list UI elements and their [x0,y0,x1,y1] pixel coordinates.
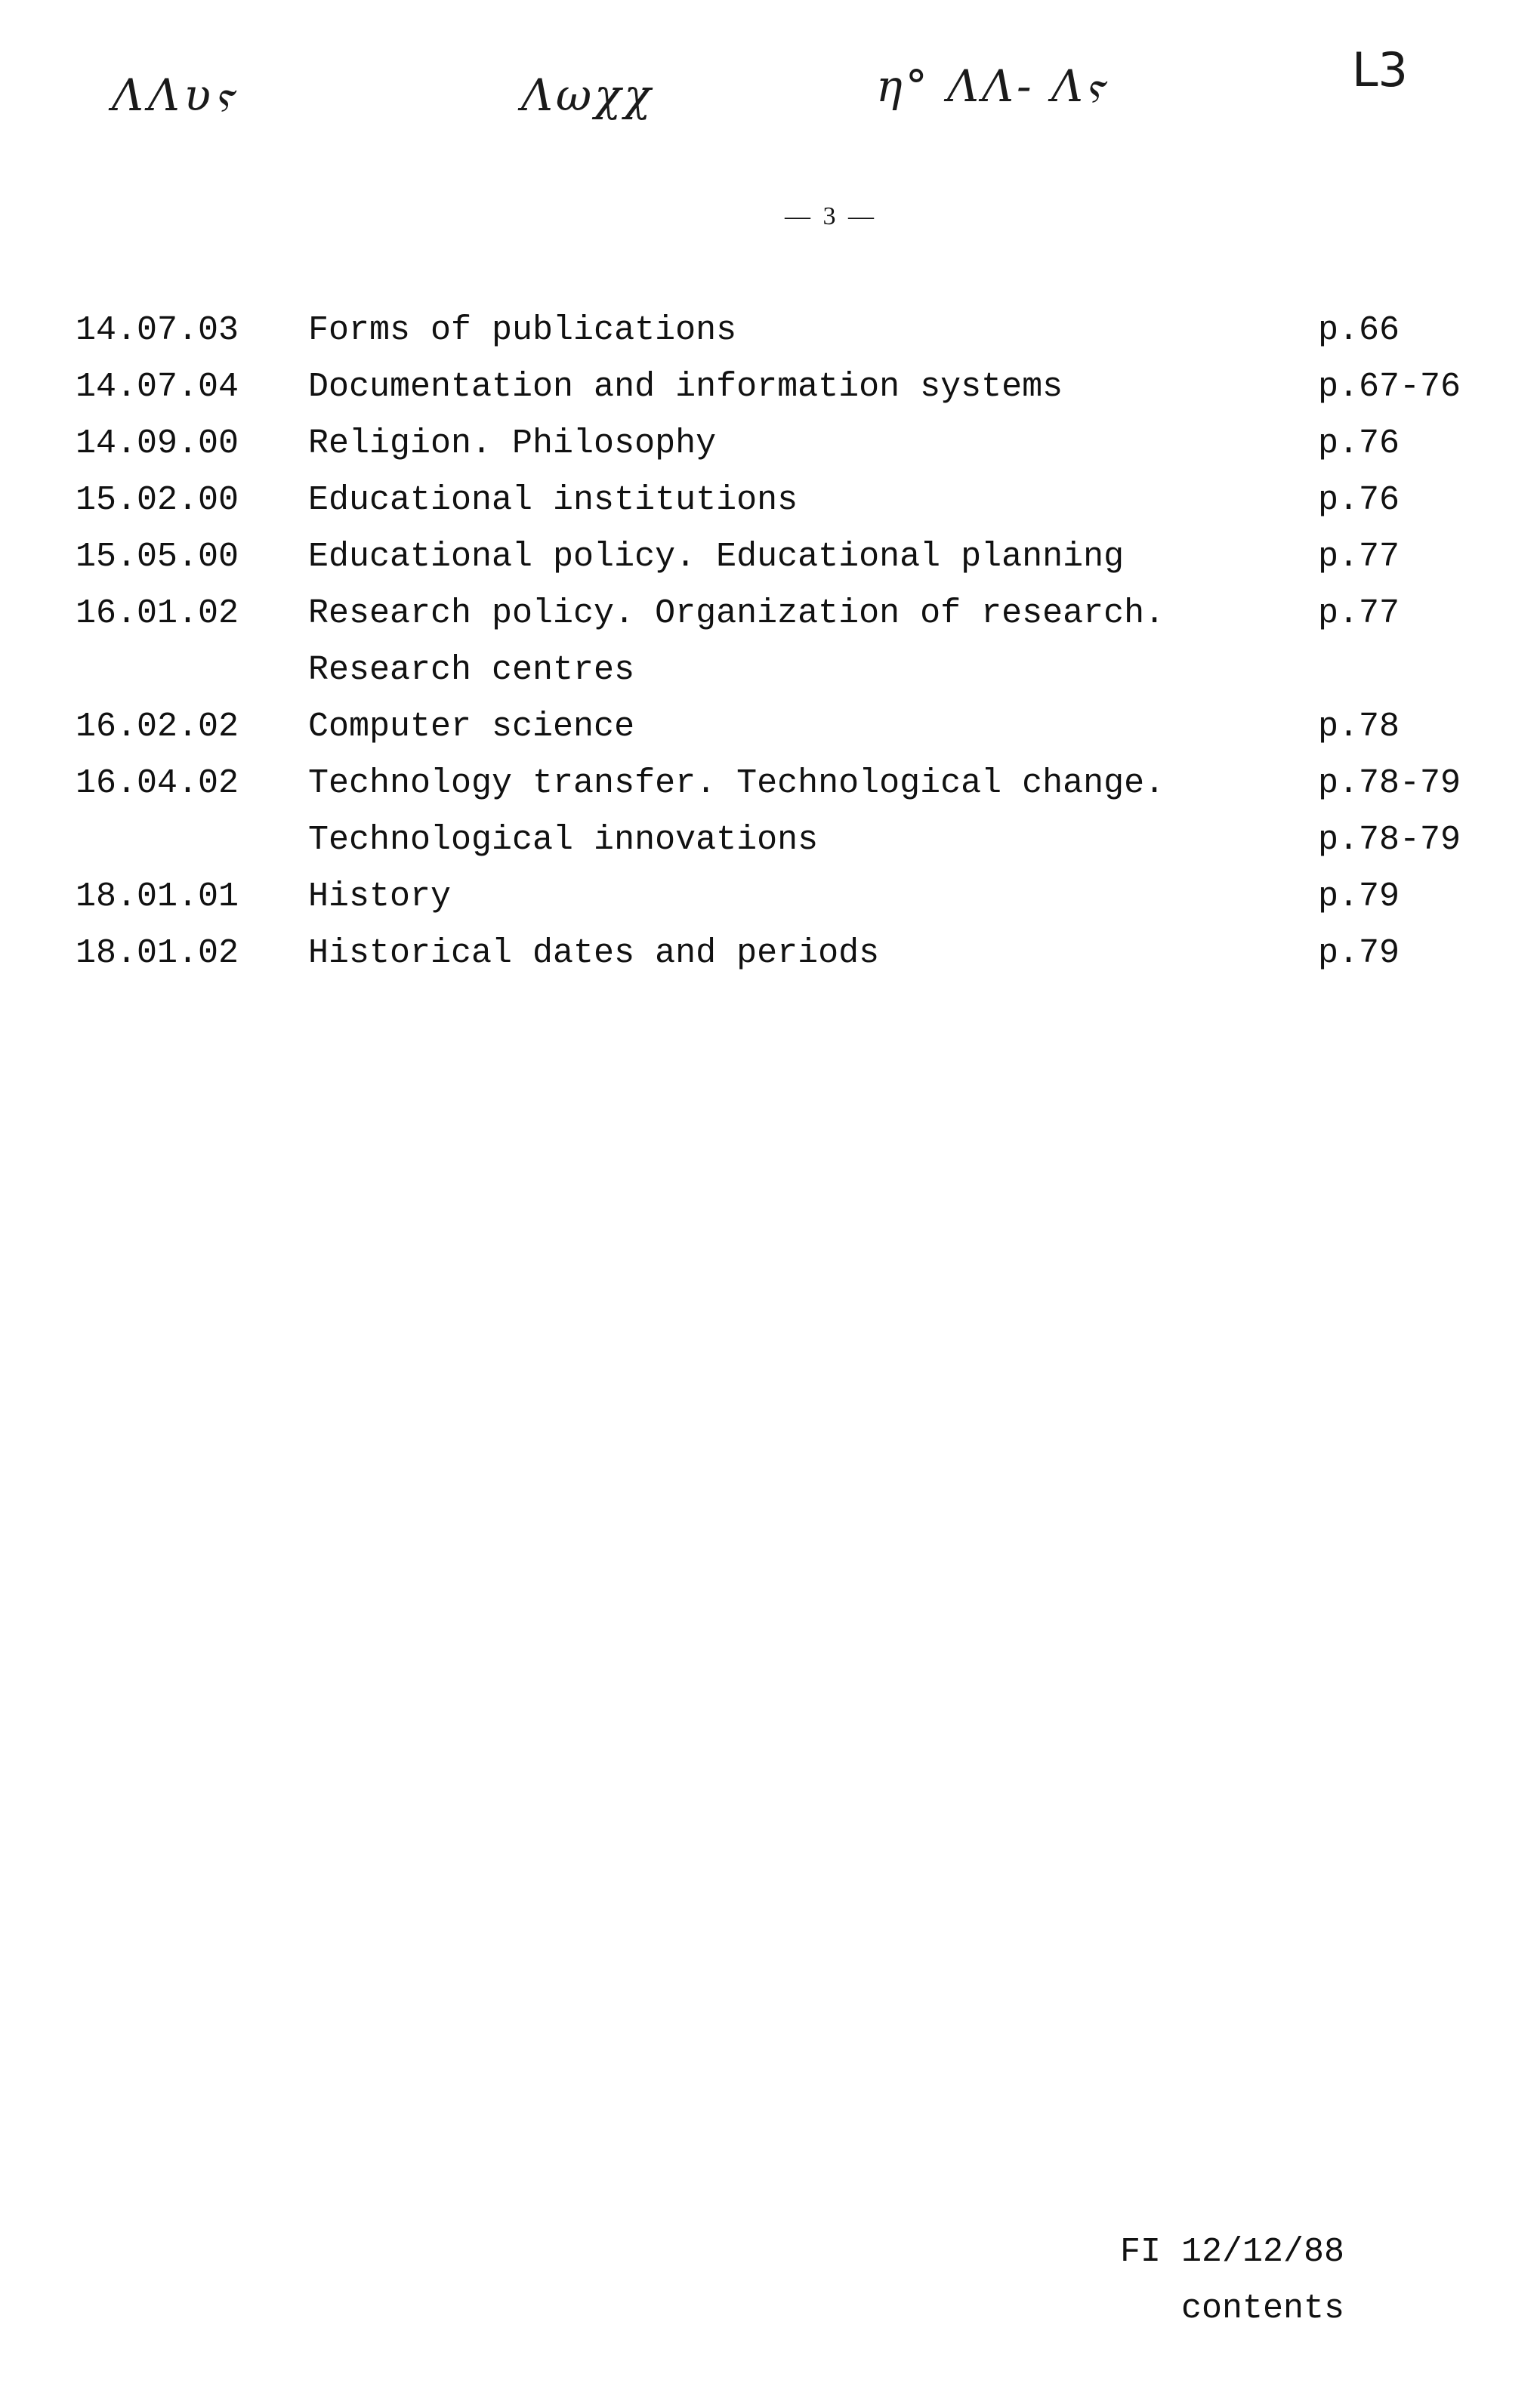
toc-page: p.78-79 [1318,764,1461,803]
toc-title: Technological innovations [308,821,819,859]
toc-code: 18.01.01 [76,877,239,916]
toc-row [76,302,1511,359]
table-of-contents [76,302,1511,982]
toc-page: p.79 [1318,877,1400,916]
toc-title: Forms of publications [308,311,737,350]
toc-code: 16.02.02 [76,708,239,746]
toc-code: 15.05.00 [76,538,239,576]
handwritten-year: Λωχχ [521,69,654,121]
toc-title: Documentation and information systems [308,368,1063,406]
toc-page: p.77 [1318,594,1400,633]
toc-code: 14.07.03 [76,311,239,350]
toc-row [76,698,1511,755]
toc-page: p.78 [1318,708,1400,746]
handwritten-note: ΛΛυⲋ [112,69,238,121]
handwritten-issue-number: η° ΛΛ- Λⲋ [876,60,1107,112]
toc-title: Historical dates and periods [308,934,880,973]
toc-page: p.67-76 [1318,368,1461,406]
toc-row [76,472,1511,529]
handwritten-page-code: L3 [1352,42,1408,97]
toc-row [76,812,1511,868]
toc-page: p.78-79 [1318,821,1461,859]
toc-code: 16.04.02 [76,764,239,803]
toc-title: Research policy. Organization of research. [308,594,1165,633]
page-number: — 3 — [785,202,877,230]
toc-row [76,415,1511,472]
toc-code: 16.01.02 [76,594,239,633]
toc-row [76,868,1511,925]
toc-row [76,585,1511,642]
toc-row [76,359,1511,415]
toc-code: 18.01.02 [76,934,239,973]
toc-title: Research centres [308,651,635,689]
toc-code: 15.02.00 [76,481,239,520]
toc-page: p.79 [1318,934,1400,973]
footer-stamp [1088,2224,1344,2337]
toc-page: p.76 [1318,424,1400,463]
toc-page: p.76 [1318,481,1400,520]
toc-title: Religion. Philosophy [308,424,717,463]
toc-title: Educational policy. Educational planning [308,538,1125,576]
toc-row [76,529,1511,585]
toc-title: Computer science [308,708,635,746]
toc-row [76,642,1511,698]
toc-row [76,925,1511,982]
footer-section: contents [1180,2289,1344,2328]
toc-code: 14.09.00 [76,424,239,463]
toc-code: 14.07.04 [76,368,239,406]
toc-page: p.66 [1318,311,1400,350]
toc-title: Technology transfer. Technological change. [308,764,1165,803]
toc-title: History [308,877,452,916]
toc-page: p.77 [1318,538,1400,576]
toc-row [76,755,1511,812]
toc-title: Educational institutions [308,481,798,520]
footer-date: FI 12/12/88 [1119,2233,1344,2271]
